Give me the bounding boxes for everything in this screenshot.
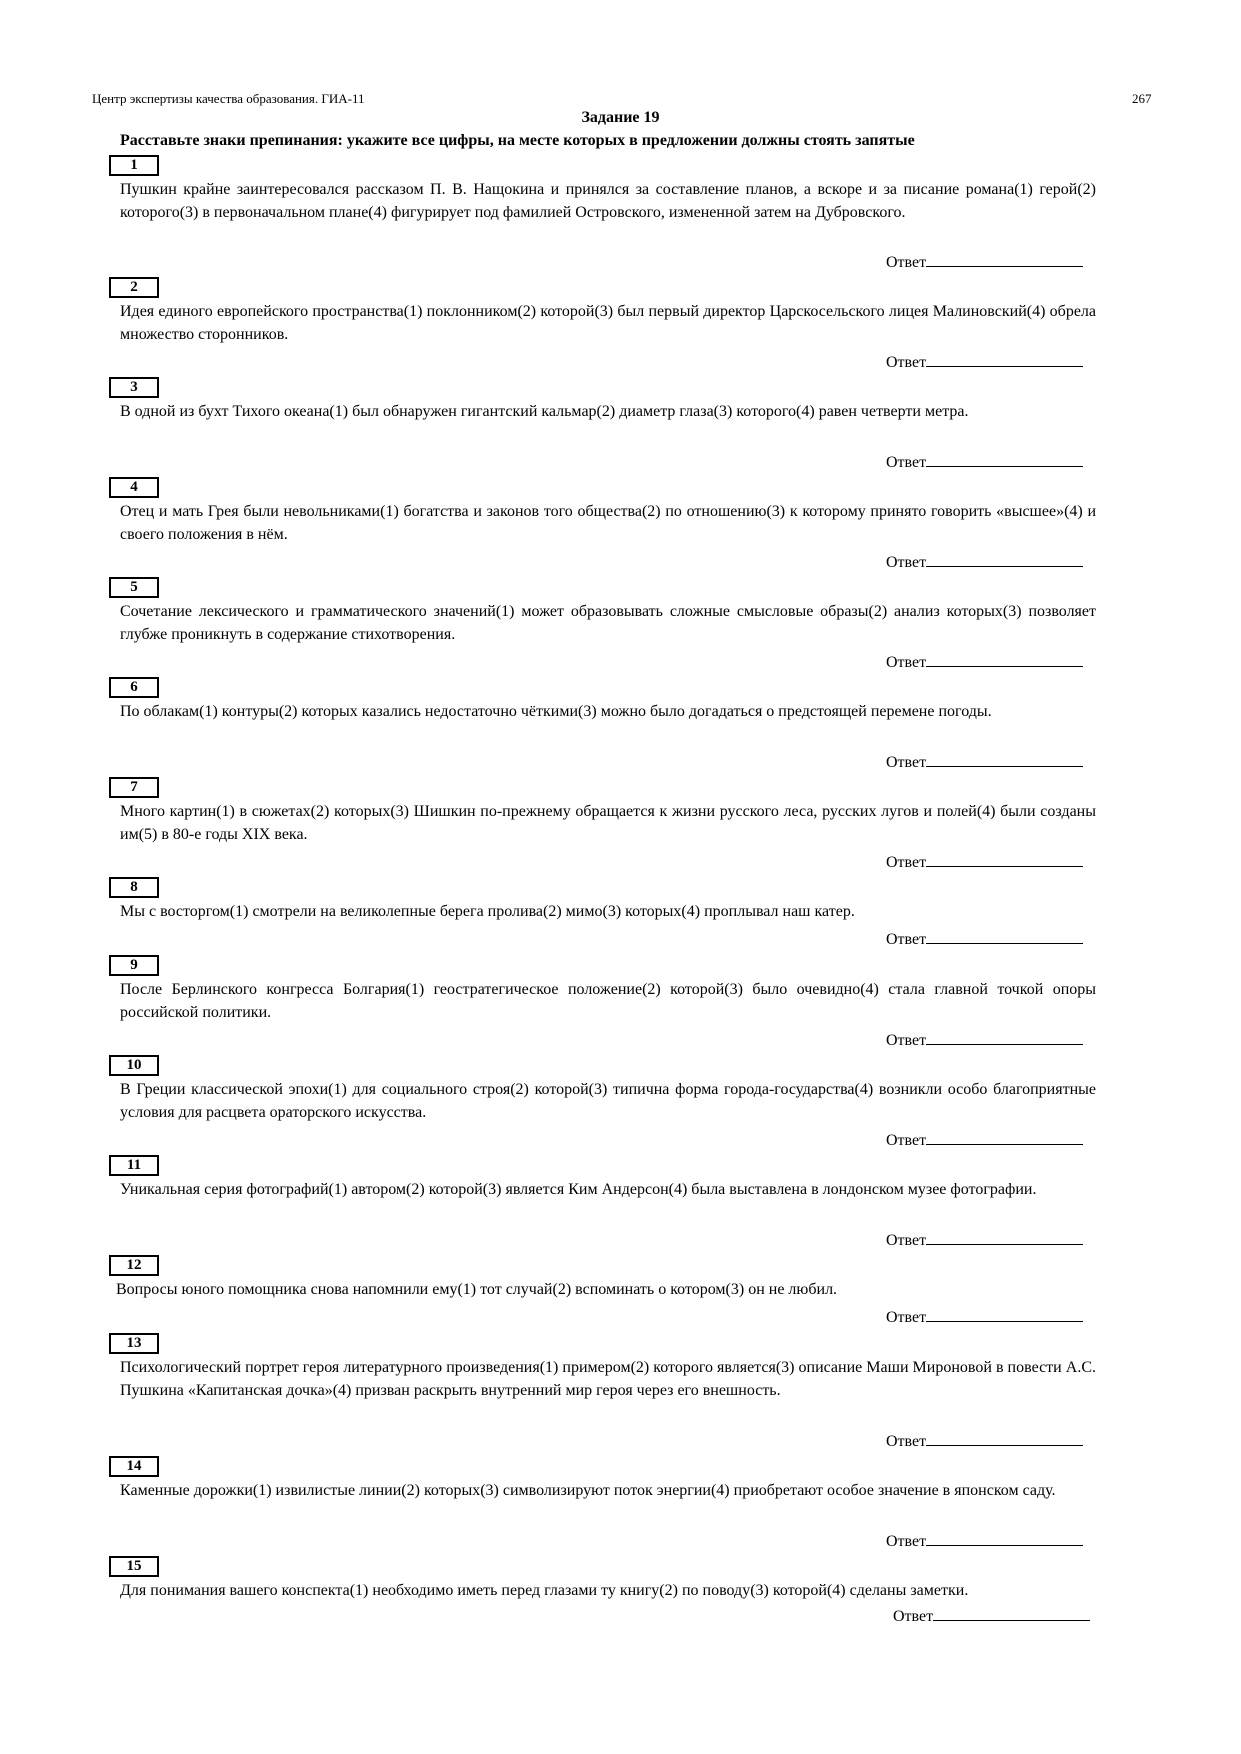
question-7 bbox=[0, 777, 1241, 871]
answer-field[interactable] bbox=[893, 1604, 1090, 1627]
answer-line[interactable] bbox=[926, 1128, 1083, 1145]
answer-field[interactable] bbox=[886, 1128, 1083, 1151]
answer-line[interactable] bbox=[926, 650, 1083, 667]
question-text: Пушкин крайне заинтересовался рассказом П. В. Нащокина и принялся за составление планов, а вскоре и за писание романа(1) герой(2) которого(3) в первоначальном плане(4) фигурирует под фамилией Островского, измененной затем на Дубровского. bbox=[120, 181, 1096, 221]
question-1 bbox=[0, 155, 1241, 271]
answer-label: Ответ bbox=[886, 1433, 927, 1450]
question-number-box: 8 bbox=[109, 877, 159, 898]
answer-field[interactable] bbox=[886, 250, 1083, 273]
question-number-box: 14 bbox=[109, 1456, 159, 1477]
answer-field[interactable] bbox=[886, 650, 1083, 673]
question-text: В одной из бухт Тихого океана(1) был обнаружен гигантский кальмар(2) диаметр глаза(3) которого(4) равен четверти метра. bbox=[120, 403, 969, 420]
answer-label: Ответ bbox=[886, 554, 927, 571]
answer-field[interactable] bbox=[886, 1529, 1083, 1552]
answer-label: Ответ bbox=[886, 454, 927, 471]
answer-label: Ответ bbox=[886, 854, 927, 871]
question-text: Вопросы юного помощника снова напомнили ему(1) тот случай(2) вспоминать о котором(3) он не любил. bbox=[116, 1281, 838, 1298]
answer-line[interactable] bbox=[926, 750, 1083, 767]
question-number-box: 2 bbox=[109, 277, 159, 298]
answer-label: Ответ bbox=[886, 1309, 927, 1326]
question-number-box: 13 bbox=[109, 1333, 159, 1354]
question-number-box: 7 bbox=[109, 777, 159, 798]
question-14 bbox=[0, 1456, 1241, 1550]
answer-label: Ответ bbox=[886, 354, 927, 371]
question-11 bbox=[0, 1155, 1241, 1249]
answer-label: Ответ bbox=[886, 1032, 927, 1049]
question-2 bbox=[0, 277, 1241, 371]
answer-label: Ответ bbox=[886, 1533, 927, 1550]
answer-line[interactable] bbox=[926, 1529, 1083, 1546]
question-number-box: 3 bbox=[109, 377, 159, 398]
answer-field[interactable] bbox=[886, 350, 1083, 373]
question-text: В Греции классической эпохи(1) для социального строя(2) которой(3) типична форма города-государства(4) возникли особо благоприятные условия для расцвета ораторского искусства. bbox=[120, 1081, 1096, 1121]
question-15 bbox=[0, 1556, 1241, 1636]
answer-line[interactable] bbox=[926, 927, 1083, 944]
question-text: Для понимания вашего конспекта(1) необходимо иметь перед глазами ту книгу(2) по поводу(3) которой(4) сделаны заметки. bbox=[120, 1582, 969, 1599]
answer-field[interactable] bbox=[886, 550, 1083, 573]
task-title: Задание 19 bbox=[581, 109, 660, 126]
question-9 bbox=[0, 955, 1241, 1049]
question-text: Каменные дорожки(1) извилистые линии(2) которых(3) символизируют поток энергии(4) приобретают особое значение в японском саду. bbox=[120, 1482, 1056, 1499]
question-12 bbox=[0, 1255, 1241, 1325]
question-3 bbox=[0, 377, 1241, 471]
answer-field[interactable] bbox=[886, 927, 1083, 950]
question-10 bbox=[0, 1055, 1241, 1149]
question-text: Много картин(1) в сюжетах(2) которых(3) Шишкин по-прежнему обращается к жизни русского леса, русских лугов и полей(4) были созданы им(5) в 80-е годы XIX века. bbox=[120, 803, 1096, 843]
answer-label: Ответ bbox=[886, 1132, 927, 1149]
answer-line[interactable] bbox=[926, 1429, 1083, 1446]
question-text: Психологический портрет героя литературного произведения(1) примером(2) которого является(3) описание Маши Мироновой в повести А.С. Пушкина «Капитанская дочка»(4) призван раскрыть внутренний мир героя через его внешность. bbox=[120, 1359, 1096, 1399]
answer-field[interactable] bbox=[886, 1305, 1083, 1328]
answer-line[interactable] bbox=[926, 350, 1083, 367]
answer-line[interactable] bbox=[926, 250, 1083, 267]
answer-line[interactable] bbox=[926, 1228, 1083, 1245]
answer-line[interactable] bbox=[926, 1305, 1083, 1322]
task-instruction: Расставьте знаки препинания: укажите все цифры, на месте которых в предложении должны стоять запятые bbox=[120, 132, 915, 149]
question-number-box: 6 bbox=[109, 677, 159, 698]
answer-label: Ответ bbox=[886, 931, 927, 948]
answer-label: Ответ bbox=[893, 1608, 934, 1625]
answer-field[interactable] bbox=[886, 750, 1083, 773]
question-5 bbox=[0, 577, 1241, 671]
question-number-box: 12 bbox=[109, 1255, 159, 1276]
question-8 bbox=[0, 877, 1241, 947]
answer-label: Ответ bbox=[886, 254, 927, 271]
question-text: Уникальная серия фотографий(1) автором(2) которой(3) является Ким Андерсон(4) была выставлена в лондонском музее фотографии. bbox=[120, 1181, 1037, 1198]
question-number-box: 1 bbox=[109, 155, 159, 176]
answer-field[interactable] bbox=[886, 450, 1083, 473]
answer-field[interactable] bbox=[886, 850, 1083, 873]
question-number-box: 5 bbox=[109, 577, 159, 598]
answer-line[interactable] bbox=[926, 550, 1083, 567]
answer-field[interactable] bbox=[886, 1228, 1083, 1251]
answer-field[interactable] bbox=[886, 1429, 1083, 1452]
question-text: Мы с восторгом(1) смотрели на великолепные берега пролива(2) мимо(3) которых(4) проплывал наш катер. bbox=[120, 903, 855, 920]
header-source: Центр экспертизы качества образования. ГИА-11 bbox=[92, 91, 365, 106]
question-4 bbox=[0, 477, 1241, 571]
question-6 bbox=[0, 677, 1241, 771]
question-number-box: 10 bbox=[109, 1055, 159, 1076]
page-number: 267 bbox=[1132, 91, 1152, 106]
question-text: По облакам(1) контуры(2) которых казались недостаточно чёткими(3) можно было догадаться о предстоящей перемене погоды. bbox=[120, 703, 992, 720]
question-text: После Берлинского конгресса Болгария(1) геостратегическое положение(2) которой(3) было очевидно(4) стала главной точкой опоры российской политики. bbox=[120, 981, 1096, 1021]
question-text: Отец и мать Грея были невольниками(1) богатства и законов того общества(2) по отношению(3) к которому принято говорить «высшее»(4) и своего положения в нём. bbox=[120, 503, 1096, 543]
answer-label: Ответ bbox=[886, 654, 927, 671]
answer-line[interactable] bbox=[926, 850, 1083, 867]
question-number-box: 11 bbox=[109, 1155, 159, 1176]
question-number-box: 9 bbox=[109, 955, 159, 976]
answer-line[interactable] bbox=[926, 1028, 1083, 1045]
question-13 bbox=[0, 1333, 1241, 1450]
question-number-box: 4 bbox=[109, 477, 159, 498]
question-text: Идея единого европейского пространства(1) поклонником(2) которой(3) был первый директор Царскосельского лицея Малиновский(4) обрела множество сторонников. bbox=[120, 303, 1096, 343]
answer-label: Ответ bbox=[886, 1232, 927, 1249]
answer-line[interactable] bbox=[926, 450, 1083, 467]
answer-field[interactable] bbox=[886, 1028, 1083, 1051]
question-text: Сочетание лексического и грамматического значений(1) может образовывать сложные смысловые образы(2) анализ которых(3) позволяет глубже проникнуть в содержание стихотворения. bbox=[120, 603, 1096, 643]
question-number-box: 15 bbox=[109, 1556, 159, 1577]
answer-label: Ответ bbox=[886, 754, 927, 771]
answer-line[interactable] bbox=[933, 1604, 1090, 1621]
